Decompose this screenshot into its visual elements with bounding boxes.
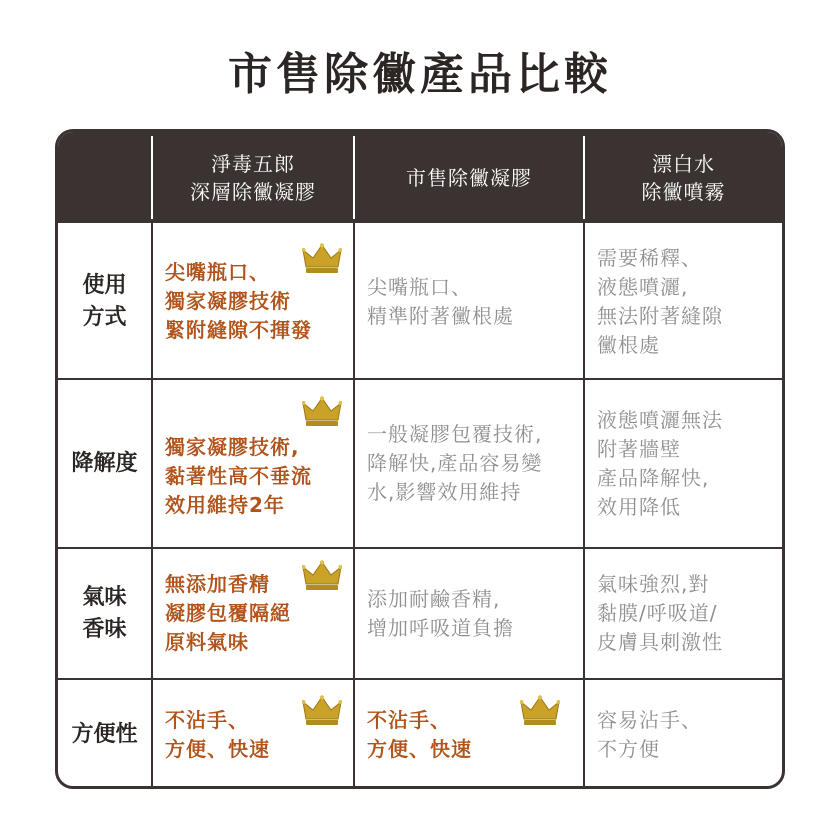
cell-line: 黏著性高不垂流	[165, 464, 312, 488]
cell-line: 液態噴灑無法	[597, 407, 723, 432]
cell-line: 一般凝膠包覆技術,	[367, 422, 543, 446]
comparison-table	[55, 129, 785, 789]
cell-line: 精準附著黴根處	[367, 303, 514, 328]
cell-line: 附著牆壁	[597, 436, 681, 461]
table-cell	[585, 225, 782, 378]
table-cell	[585, 549, 782, 678]
cell-line: 方便、快速	[165, 736, 270, 761]
cell-line: 黏膜/呼吸道/	[597, 601, 718, 625]
cell-line: 尖嘴瓶口、	[367, 274, 472, 299]
table-header	[58, 132, 782, 223]
crown-icon	[302, 560, 342, 592]
cell-line: 皮膚具刺激性	[597, 630, 723, 654]
cell-line: 獨家凝膠技術,	[165, 435, 300, 459]
row-label-scent	[58, 549, 151, 678]
header-col-jingdu	[153, 132, 353, 223]
label-line: 使用	[82, 272, 127, 298]
table-cell	[355, 549, 583, 678]
cell-line: 緊附縫隙不揮發	[165, 318, 312, 342]
cell-line: 效用降低	[597, 494, 681, 519]
header-col-bleach-spray	[585, 132, 782, 223]
cell-line: 尖嘴瓶口、	[165, 260, 270, 284]
cell-line: 增加呼吸道負擔	[367, 615, 514, 640]
cell-line: 無添加香精	[165, 572, 270, 596]
label-line: 降解度	[71, 450, 138, 476]
cell-line: 方便、快速	[367, 736, 472, 761]
cell-line: 不沾手、	[367, 707, 451, 732]
cell-line: 獨家凝膠技術	[165, 289, 291, 313]
header-line: 深層除黴凝膠	[190, 179, 316, 204]
cell-line: 無法附著縫隙	[597, 303, 723, 328]
cell-line: 效用維持2年	[165, 493, 285, 517]
cell-line: 凝膠包覆隔絕	[165, 601, 291, 625]
header-line: 除黴噴霧	[641, 179, 726, 204]
cell-line: 產品降解快,	[597, 465, 710, 490]
page-title: 市售除黴產品比較	[228, 49, 612, 100]
cell-line: 液態噴灑,	[597, 274, 689, 299]
crown-icon	[302, 695, 342, 727]
cell-line: 水,影響效用維持	[367, 480, 522, 504]
table-cell	[585, 680, 782, 789]
cell-line: 不方便	[597, 736, 660, 761]
header-line: 市售除黴凝膠	[406, 165, 532, 190]
cell-line: 降解快,產品容易變	[367, 451, 543, 475]
header-line: 淨毒五郎	[211, 151, 295, 176]
cell-line: 添加耐鹼香精,	[367, 586, 501, 611]
cell-line: 不沾手、	[165, 707, 249, 732]
cell-line: 容易沾手、	[597, 707, 702, 732]
crown-icon	[302, 243, 342, 275]
crown-icon	[302, 396, 342, 428]
label-line: 方便性	[71, 721, 138, 747]
table-cell	[355, 380, 583, 547]
cell-line: 黴根處	[597, 332, 660, 357]
label-line: 香味	[82, 616, 127, 642]
row-label-degradation	[58, 380, 151, 547]
table-cell	[585, 380, 782, 547]
header-line: 漂白水	[652, 151, 715, 176]
header-col-market-gel	[355, 132, 583, 223]
cell-line: 原料氣味	[165, 630, 249, 654]
table-cell	[355, 225, 583, 378]
crown-icon	[520, 695, 560, 727]
row-label-convenience	[58, 680, 151, 789]
row-label-usage	[58, 225, 151, 378]
label-line: 方式	[82, 304, 127, 330]
cell-line: 氣味強烈,對	[597, 572, 710, 596]
label-line: 氣味	[82, 584, 127, 610]
cell-line: 需要稀釋、	[597, 245, 702, 270]
